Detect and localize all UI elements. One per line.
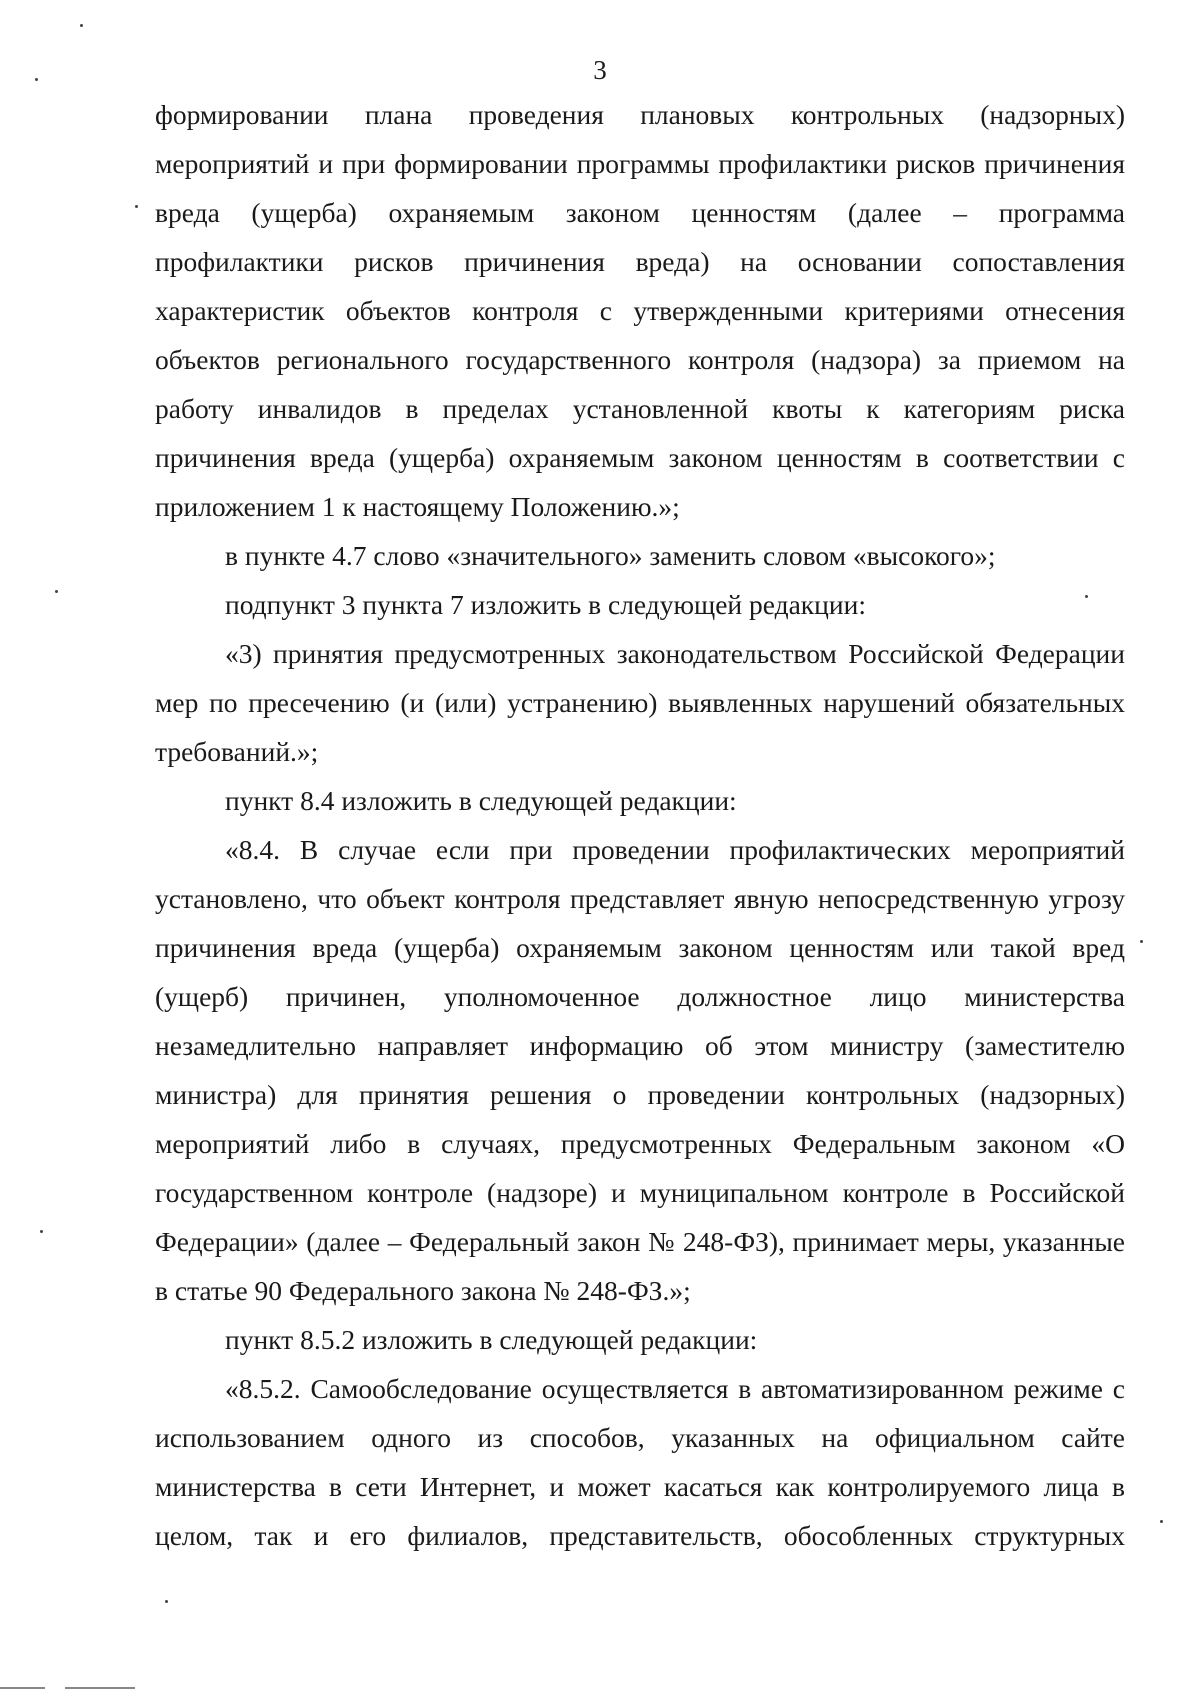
scan-speck <box>1140 940 1143 943</box>
paragraph-amendment-7-text: «3) принятия предусмотренных законодательством Российской Федерации мер по пресечению (и (или) устранению) выявленных нарушений обязательных требований.»; <box>155 638 1125 767</box>
paragraph-amendment-4-7: в пункте 4.7 слово «значительного» заменить словом «высокого»; <box>225 540 996 571</box>
paragraph-amendment-8-5-2-text: «8.5.2. Самообследование осуществляется в автоматизированном режиме с использованием одного из способов, указанных на официальном сайте министерства в сети Интернет, и может касаться как контролируемого лица в целом, так и его филиалов, представительств, обособленных структурных <box>155 1373 1125 1551</box>
scan-speck <box>1085 595 1088 598</box>
scan-speck <box>35 78 38 81</box>
scan-speck <box>55 590 58 593</box>
paragraph-amendment-8-5-2-intro: пункт 8.5.2 изложить в следующей редакции: <box>225 1324 758 1355</box>
scan-speck <box>40 1230 43 1233</box>
scan-speck <box>80 24 83 27</box>
scan-speck <box>135 205 138 208</box>
paragraph-continuation: формировании плана проведения плановых контрольных (надзорных) мероприятий и при формировании программы профилактики рисков причинения вреда (ущерба) охраняемым законом ценностям (далее – программа профилактики рисков причинения вреда) на основании сопоставления характеристик объектов контроля с утвержденными критериями отнесения объектов регионального государственного контроля (надзора) за приемом на работу инвалидов в пределах установленной квоты к категориям риска причинения вреда (ущерба) охраняемым законом ценностям в соответствии с приложением 1 к настоящему Положению.»; <box>155 99 1125 522</box>
scan-speck <box>1160 1520 1163 1523</box>
scan-edge-line <box>65 1687 135 1689</box>
scan-speck <box>165 1600 168 1603</box>
document-body <box>155 90 1125 1560</box>
page-number: 3 <box>593 55 607 85</box>
paragraph-amendment-8-4-intro: пункт 8.4 изложить в следующей редакции: <box>225 785 737 816</box>
paragraph-amendment-8-4-text: «8.4. В случае если при проведении профилактических мероприятий установлено, что объект контроля представляет явную непосредственную угрозу причинения вреда (ущерба) охраняемым законом ценностям или такой вред (ущерб) причинен, уполномоченное должностное лицо министерства незамедлительно направляет информацию об этом министру (заместителю министра) для принятия решения о проведении контрольных (надзорных) мероприятий либо в случаях, предусмотренных Федеральным законом «О государственном контроле (надзоре) и муниципальном контроле в Российской Федерации» (далее – Федеральный закон № 248-ФЗ), принимает меры, указанные в статье 90 Федерального закона № 248-ФЗ.»; <box>155 834 1125 1306</box>
scan-edge-line <box>0 1687 45 1689</box>
paragraph-amendment-7-intro: подпункт 3 пункта 7 изложить в следующей редакции: <box>225 589 866 620</box>
